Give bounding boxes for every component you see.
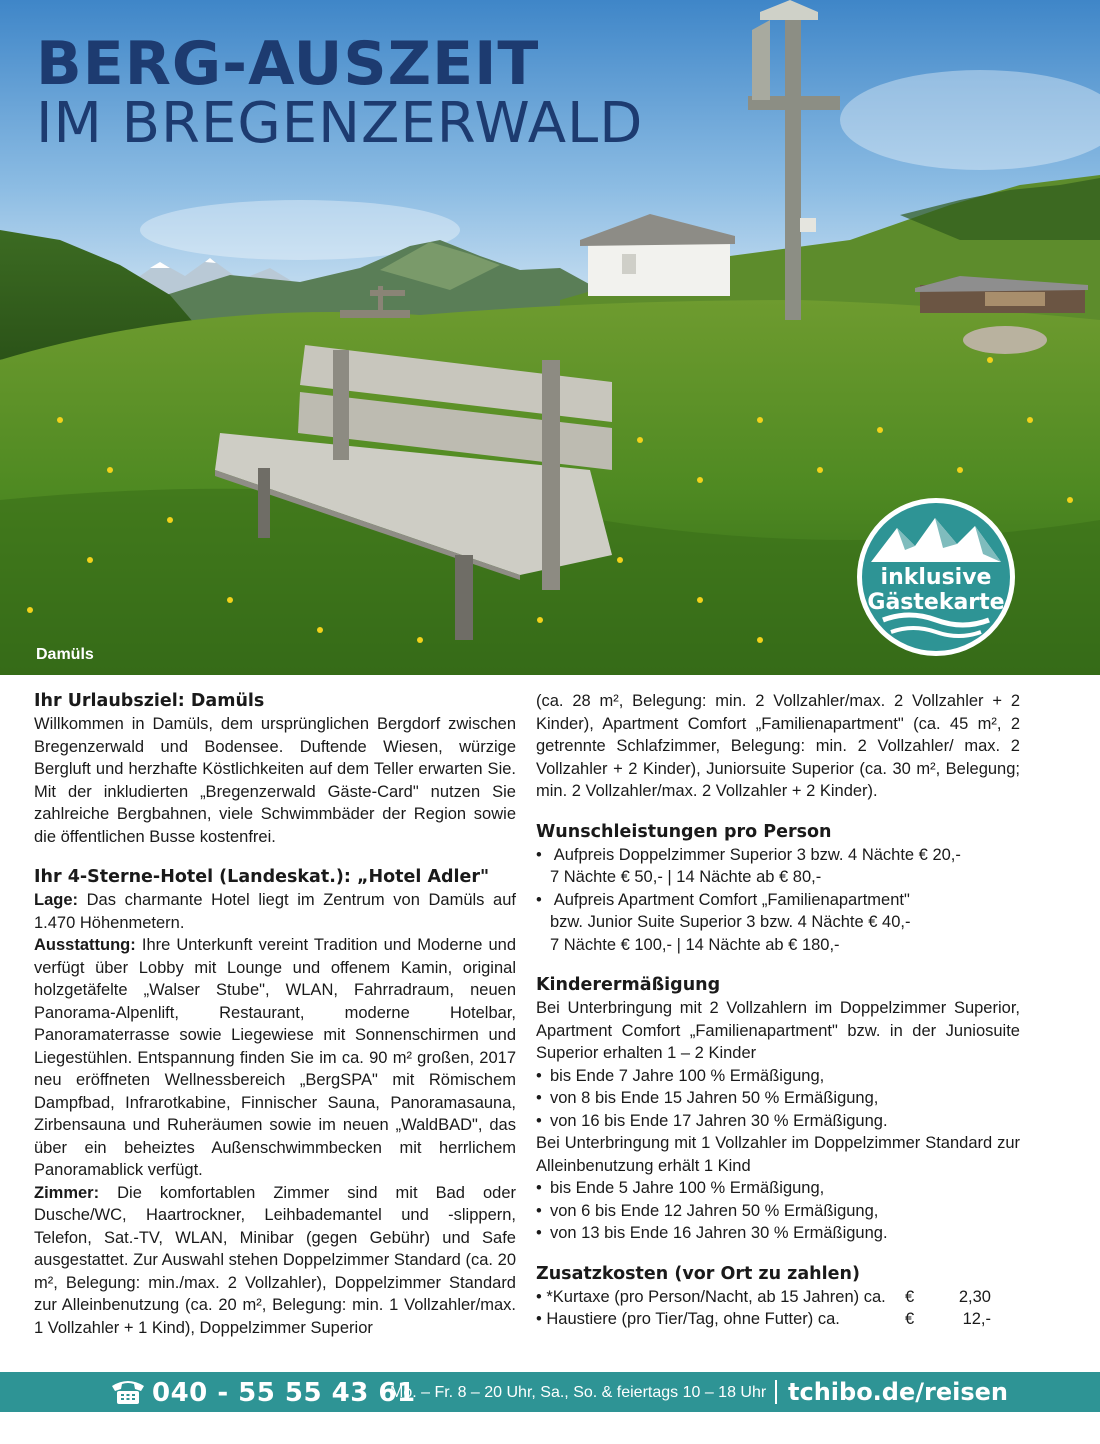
contact-bar [0, 1372, 1100, 1412]
cost-value: 2,30 [958, 1287, 991, 1306]
hero-photo [0, 0, 1100, 675]
wish-list [536, 889, 1020, 912]
wish-item2-line1: Aufpreis Apartment Comfort „Familienapartment" [553, 890, 910, 909]
kids-intro-1: Bei Unterbringung mit 2 Vollzahlern im Doppelzimmer Superior, Apartment Comfort „Familienapartment" bzw. in der Juniosuite Superior erhalten 1 – 2 Kinder [536, 999, 1020, 1062]
kids-intro-2: Bei Unterbringung mit 1 Vollzahler im Doppelzimmer Standard zur Alleinbenutzung erhält 1 Kind [536, 1134, 1020, 1175]
opening-hours: Mo. – Fr. 8 – 20 Uhr, Sa., So. & feiertags 10 – 18 Uhr [390, 1384, 767, 1401]
phone-icon [110, 1378, 146, 1406]
list-item: • von 13 bis Ende 16 Jahren 30 % Ermäßigung. [536, 1222, 1020, 1245]
badge-line2: Gästekarte [867, 590, 1005, 615]
photo-caption: Damüls [36, 646, 94, 663]
costs-heading: Zusatzkosten (vor Ort zu zahlen) [536, 1263, 860, 1284]
wish-item2-line2: bzw. Junior Suite Superior 3 bzw. 4 Nächte € 40,- [550, 913, 911, 931]
wish-heading: Wunschleistungen pro Person [536, 821, 832, 842]
wish-item [536, 889, 1020, 912]
kids-heading: Kinderermäßigung [536, 975, 721, 995]
wish-list [536, 844, 1020, 867]
intro-heading: Ihr Urlaubsziel: Damüls [34, 691, 265, 711]
cost-label: • Haustiere (pro Tier/Tag, ohne Futter) ca. [536, 1310, 840, 1328]
intro-text: Willkommen in Damüls, dem ursprünglichen Bergdorf zwischen Bregenzerwald und Bodensee. Duftende Wiesen, würzige Bergluft und herzhafte Köstlichkeiten auf dem Teller erwarten Sie. Mit der inkludierten „Bregenzerwald Gäste-Card" nutzen Sie zahlreiche Bergbahnen, viele Schwimmbäder der Region sowie die öffentlichen Busse kostenfrei. [34, 715, 516, 846]
rooms-text-continued: (ca. 28 m², Belegung: min. 2 Vollzahler/max. 2 Vollzahler + 2 Kinder), Apartment Comfort „Familienapartment" (ca. 45 m², 2 getrennte Schlafzimmer, Belegung: min. 2 Vollzahler/ max. 2 Vollzahler + 2 Kinder), Juniorsuite Superior (ca. 30 m², Belegung; min. 2 Vollzahler/max. 2 Vollzahler + 2 Kinder). [536, 692, 1020, 800]
badge-label [857, 565, 1015, 615]
list-item: • von 8 bis Ende 15 Jahren 50 % Ermäßigung, [536, 1087, 1020, 1110]
page-title-line1: BERG-AUSZEIT [36, 29, 540, 99]
guest-card-badge [857, 498, 1015, 656]
cost-row [536, 1308, 1020, 1331]
list-item: • bis Ende 7 Jahre 100 % Ermäßigung, [536, 1065, 1020, 1088]
amenities-text: Ihre Unterkunft vereint Tradition und Moderne und verfügt über Lobby mit Lounge und offenem Kamin, original holzgetäfelte „Walser Stube", WLAN, Fahrradraum, neuen Panorama-Alpenlift, Restaurant, moderne Hotelbar, Panoramaterrasse sowie Liegewiese mit Sonnenschirmen und Liegestühlen. Entspannung finden Sie im ca. 90 m² großen, 2017 neu eröffneten Wellnessbereich „BergSPA" mit Römischem Dampfbad, Infrarotkabine, Finnischer Sauna, Panoramasauna, Zirbensauna und Ruheräumen sowie im neuen „WaldBAD", das über ein beheiztes Außenschwimmbecken mit herrlichem Panoramablick verfügt. [34, 936, 516, 1179]
wish-item1-line1: Aufpreis Doppelzimmer Superior 3 bzw. 4 Nächte € 20,- [553, 845, 961, 864]
hotel-location [34, 889, 516, 934]
kids-list-2 [536, 1177, 1020, 1245]
cost-currency: € [905, 1310, 915, 1328]
website-link[interactable]: tchibo.de/reisen [788, 1378, 1009, 1406]
amenities-label: Ausstattung: [34, 936, 136, 954]
list-item: • von 16 bis Ende 17 Jahren 30 % Ermäßigung. [536, 1110, 1020, 1133]
location-label: Lage: [34, 891, 79, 909]
page-title-line2: IM BREGENZERWALD [36, 91, 644, 156]
cost-value: 12,- [962, 1310, 991, 1328]
hotel-heading: Ihr 4-Sterne-Hotel (Landeskat.): „Hotel Adler" [34, 867, 490, 887]
wish-item [536, 844, 1020, 867]
left-column [34, 690, 516, 1339]
location-text: Das charmante Hotel liegt im Zentrum von Damüls auf 1.470 Höhenmetern. [34, 891, 516, 932]
list-item: • bis Ende 5 Jahre 100 % Ermäßigung, [536, 1177, 1020, 1200]
divider [775, 1380, 777, 1404]
cost-currency: € [905, 1287, 915, 1306]
right-column [536, 690, 1020, 1331]
phone-number-link[interactable]: 040 - 55 55 43 61 [152, 1378, 416, 1408]
hotel-amenities [34, 934, 516, 1182]
kids-list-1 [536, 1065, 1020, 1133]
wish-item2-line3: 7 Nächte € 100,- | 14 Nächte ab € 180,- [550, 935, 840, 954]
cost-row [536, 1286, 1020, 1309]
rooms-text: Die komfortablen Zimmer sind mit Bad oder Dusche/WC, Haartrockner, Leihbademantel und -slippern, Telefon, Sat.-TV, WLAN, Minibar (gegen Gebühr) und Safe ausgestattet. Zur Auswahl stehen Doppelzimmer Standard (ca. 20 m², Belegung: min./max. 2 Vollzahler), Doppelzimmer Standard zur Alleinbenutzung (ca. 20 m², Belegung: min. 1 Vollzahler/max. 1 Vollzahler + 1 Kind), Doppelzimmer Superior [34, 1183, 516, 1337]
badge-line1: inklusive [880, 565, 992, 590]
list-item: • von 6 bis Ende 12 Jahren 50 % Ermäßigung, [536, 1200, 1020, 1223]
hotel-rooms [34, 1182, 516, 1340]
wish-item1-line2: 7 Nächte € 50,- | 14 Nächte ab € 80,- [550, 868, 822, 886]
rooms-label: Zimmer: [34, 1183, 100, 1202]
cost-label: • *Kurtaxe (pro Person/Nacht, ab 15 Jahren) ca. [536, 1287, 886, 1306]
